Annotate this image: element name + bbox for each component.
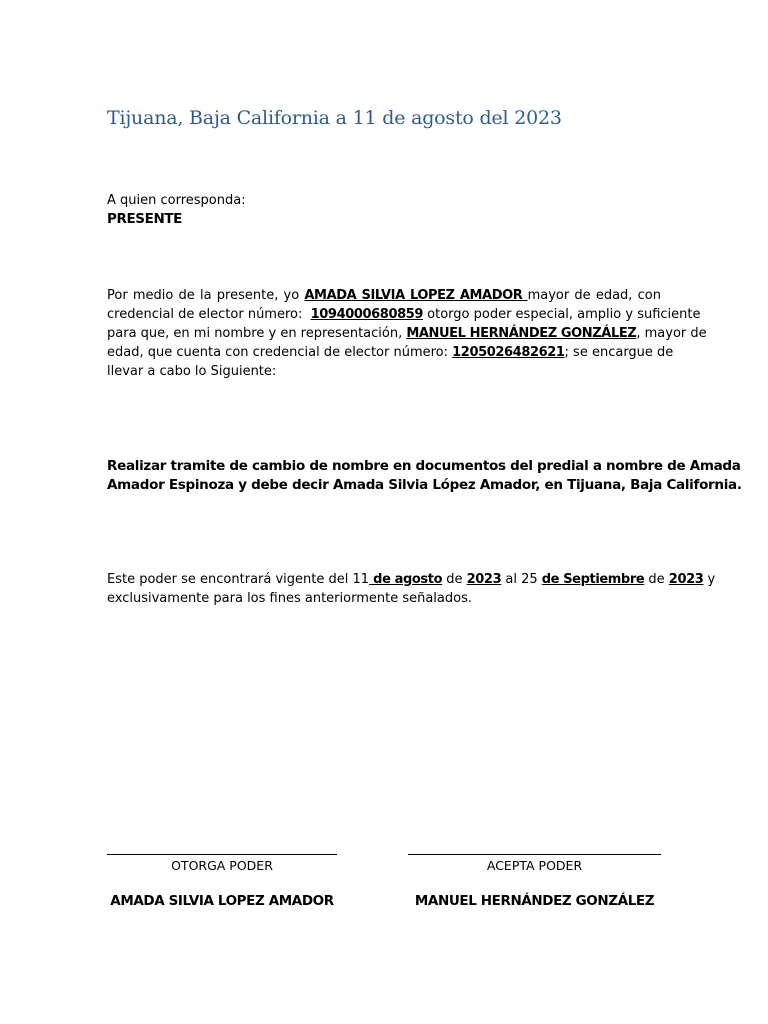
grantor-elector-id: 1094000680859 <box>310 307 424 322</box>
salutation: A quien corresponda: <box>107 193 246 208</box>
paragraph-line: Amador Espinoza y debe decir Amada Silvia López Amador, en Tijuana, Baja California. <box>107 477 742 493</box>
paragraph-line <box>107 286 661 305</box>
signature-label-grantee: ACEPTA PODER <box>486 858 583 873</box>
paragraph-line: exclusivamente para los fines anteriormente señalados. <box>107 591 472 606</box>
signature-line-grantor <box>107 854 337 855</box>
paragraph-line <box>107 324 707 343</box>
paragraph-line <box>107 305 701 324</box>
text-segment: credencial de elector número: <box>107 307 311 322</box>
text-segment: y <box>703 572 716 587</box>
presente-label: PRESENTE <box>107 211 182 227</box>
grantee-name: MANUEL HERNÁNDEZ GONZÁLEZ <box>406 326 637 341</box>
grantor-name: AMADA SILVIA LOPEZ AMADOR <box>304 288 528 303</box>
text-segment: de <box>442 572 467 587</box>
paragraph-line: Realizar tramite de cambio de nombre en documentos del predial a nombre de Amada <box>107 458 741 474</box>
text-segment: ; se encargue de <box>564 345 674 360</box>
signature-name-grantor: AMADA SILVIA LOPEZ AMADOR <box>110 893 334 909</box>
text-segment: mayor de edad, con <box>527 288 661 303</box>
power-of-attorney-paragraph <box>107 286 707 381</box>
signature-name-grantee: MANUEL HERNÁNDEZ GONZÁLEZ <box>414 893 655 909</box>
start-month: de agosto <box>369 572 443 587</box>
signature-line-grantee <box>408 854 661 855</box>
grantee-elector-id: 1205026482621 <box>452 345 565 360</box>
start-year: 2023 <box>466 572 502 587</box>
paragraph-line <box>107 343 674 362</box>
text-segment: para que, en mi nombre y en representación, <box>107 326 407 341</box>
text-segment: edad, que cuenta con credencial de elector número: <box>107 345 453 360</box>
text-segment: al 25 <box>501 572 542 587</box>
end-year: 2023 <box>668 572 704 587</box>
paragraph-line <box>107 570 716 589</box>
validity-paragraph <box>107 570 716 608</box>
signature-label-grantor: OTORGA PODER <box>171 858 273 873</box>
paragraph-line: llevar a cabo lo Siguiente: <box>107 364 277 379</box>
text-segment: Este poder se encontrará vigente del 11 <box>107 572 370 587</box>
document-heading: Tijuana, Baja California a 11 de agosto del 2023 <box>107 107 562 129</box>
end-month: de Septiembre <box>541 572 645 587</box>
text-segment: de <box>644 572 669 587</box>
text-segment: Por medio de la presente, yo <box>107 288 305 303</box>
purpose-paragraph <box>107 457 742 495</box>
text-segment: , mayor de <box>636 326 707 341</box>
text-segment: otorgo poder especial, amplio y suficiente <box>423 307 701 322</box>
